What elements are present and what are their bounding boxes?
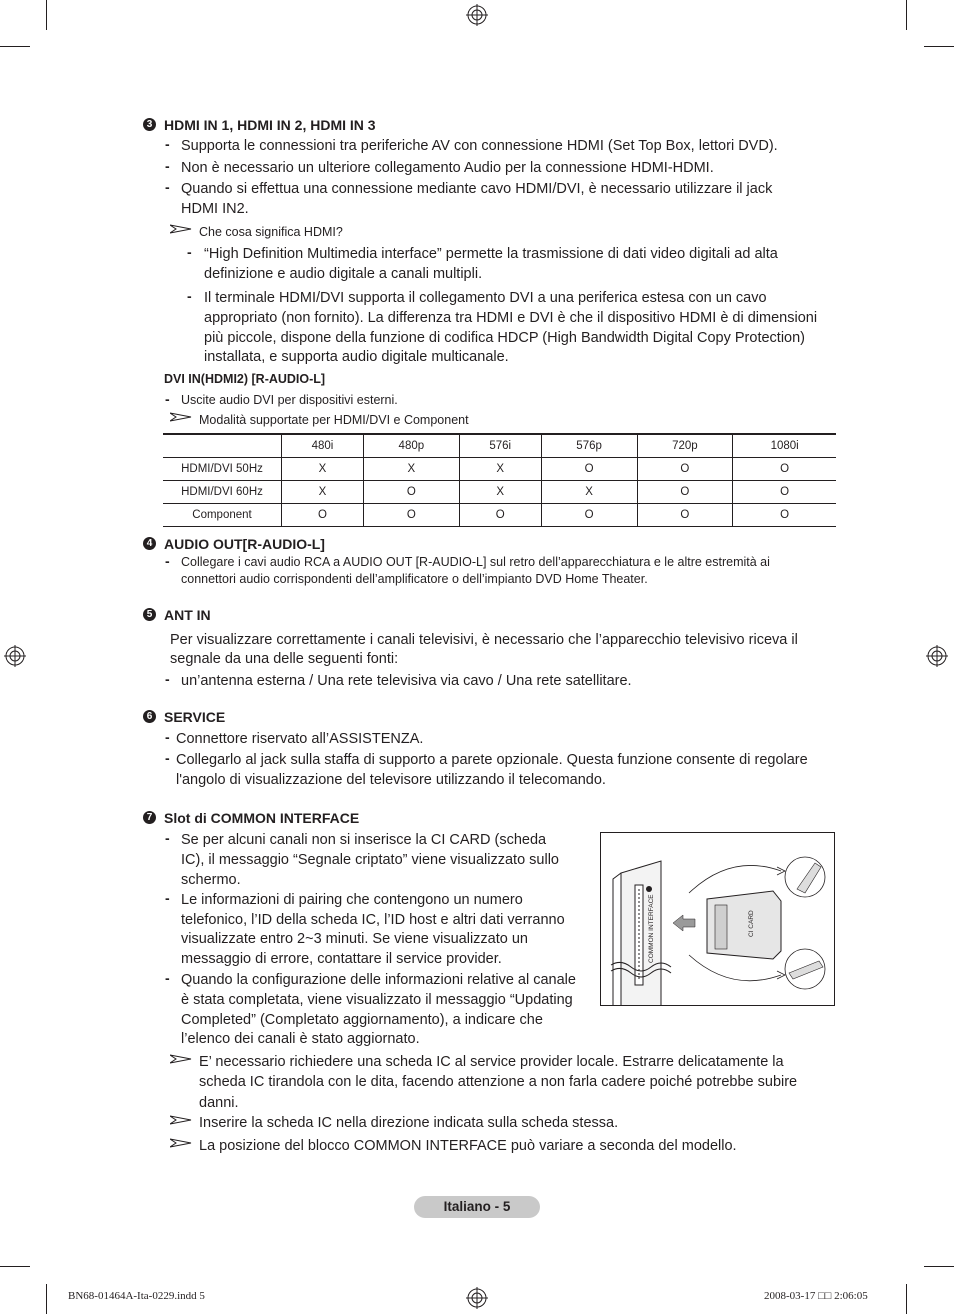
table-header-cell: 1080i [733, 434, 836, 458]
bullet-dash: - [165, 671, 170, 687]
tv-side-edge [613, 873, 621, 1005]
section-number-badge: 6 [143, 710, 156, 723]
page-number-label: Italiano - 5 [414, 1196, 540, 1218]
table-header-cell: 576p [541, 434, 637, 458]
bullet-text: “High Definition Multimedia interface” permette la trasmissione di dati video digitali ad alta [204, 246, 778, 262]
bullet-dash: - [165, 729, 170, 745]
bullet-dash: - [165, 136, 170, 152]
bullet-text: messaggio di errore, contattare il service provider. [181, 951, 502, 967]
section-title: AUDIO OUT[R-AUDIO-L] [164, 536, 325, 552]
table-cell: O [733, 458, 836, 481]
table-header-cell: 480p [363, 434, 459, 458]
section-number-badge: 5 [143, 608, 156, 621]
table-cell: X [541, 481, 637, 504]
section-number-badge: 3 [143, 118, 156, 131]
table-cell: X [459, 481, 541, 504]
bullet-text: Non è necessario un ulteriore collegamento Audio per la connessione HDMI-HDMI. [181, 160, 714, 176]
bullet-dash: - [165, 830, 170, 846]
table-header-cell: 480i [282, 434, 364, 458]
section-title: Slot di COMMON INTERFACE [164, 810, 360, 826]
table-row [163, 481, 836, 504]
table-header-cell: 720p [637, 434, 733, 458]
bullet-text: l'angolo di visualizzazione del televisore utilizzando il telecomando. [176, 772, 606, 788]
bullet-dash: - [187, 244, 192, 260]
note-text: E’ necessario richiedere una scheda IC al service provider locale. Estrarre delicatamente la [199, 1054, 784, 1070]
insert-arrow-icon [673, 915, 695, 931]
section-title: ANT IN [164, 607, 211, 623]
table-cell: O [363, 504, 459, 527]
bullet-text: Quando la configurazione delle informazioni relative al canale [181, 972, 576, 988]
table-cell: O [733, 481, 836, 504]
ci-card-illustration [600, 832, 835, 1006]
bullet-text: installata, e supporta audio digitale multicanale. [204, 349, 509, 365]
section-title: HDMI IN 1, HDMI IN 2, HDMI IN 3 [164, 117, 376, 133]
note-arrow-icon [170, 412, 192, 422]
table-row [163, 458, 836, 481]
table-cell: O [637, 458, 733, 481]
subsection-title: DVI IN(HDMI2) [R-AUDIO-L] [164, 372, 326, 386]
table-cell: O [733, 504, 836, 527]
table-cell: O [541, 458, 637, 481]
crop-mark [906, 1284, 907, 1314]
table-cell: O [363, 481, 459, 504]
table-header-cell [163, 434, 282, 458]
bullet-text: Connettore riservato all’ASSISTENZA. [176, 731, 424, 747]
note-text: La posizione del blocco COMMON INTERFACE può variare a seconda del modello. [199, 1138, 737, 1154]
bullet-text: Le informazioni di pairing che contengono un numero [181, 892, 523, 908]
bullet-text: un’antenna esterna / Una rete televisiva via cavo / Una rete satellitare. [181, 673, 632, 689]
table-cell: X [363, 458, 459, 481]
file-slug: BN68-01464A-Ita-0229.indd 5 [68, 1290, 205, 1302]
slot-label: COMMON INTERFACE [648, 894, 655, 963]
crop-mark [0, 46, 30, 47]
bullet-dash: - [165, 158, 170, 174]
bullet-text: Supporta le connessioni tra periferiche AV con connessione HDMI (Set Top Box, lettori DVD). [181, 138, 778, 154]
bullet-text: visualizzate entro 2~3 minuti. Se viene visualizzato un [181, 931, 528, 947]
table-cell: O [282, 504, 364, 527]
bullet-dash: - [165, 179, 170, 195]
table-cell: O [541, 504, 637, 527]
note-arrow-icon [170, 1115, 192, 1125]
note-text: Modalità supportate per HDMI/DVI e Component [199, 413, 469, 427]
ci-slot-diagram [601, 833, 834, 1005]
table-cell: HDMI/DVI 50Hz [163, 458, 282, 481]
table-cell: X [282, 458, 364, 481]
table-cell: O [637, 504, 733, 527]
bullet-text: Completed” (Completato aggiornamento), a indicare che [181, 1012, 543, 1028]
bullet-text: appropriato (non fornito). La differenza tra HDMI e DVI è che il dispositivo HDMI è di dimensioni [204, 310, 818, 326]
crop-mark [46, 0, 47, 30]
table-header-cell: 576i [459, 434, 541, 458]
bullet-dash: - [165, 750, 170, 766]
table-cell: O [637, 481, 733, 504]
crop-mark [906, 0, 907, 30]
paragraph-text: segnale da una delle seguenti fonti: [170, 651, 399, 667]
table-cell: Component [163, 504, 282, 527]
bullet-dash: - [165, 391, 170, 407]
table-cell: X [282, 481, 364, 504]
note-arrow-icon [170, 224, 192, 234]
bullet-text: Collegarlo al jack sulla staffa di supporto a parete opzionale. Questa funzione consente di regolare [176, 752, 808, 768]
note-text: Che cosa significa HDMI? [199, 225, 343, 239]
table-cell: O [459, 504, 541, 527]
bullet-text: Collegare i cavi audio RCA a AUDIO OUT [R-AUDIO-L] sul retro dell’apparecchiatura e le altre estremità ai [181, 555, 770, 569]
registration-mark-icon [926, 645, 948, 667]
crop-mark [924, 1266, 954, 1267]
bullet-text: HDMI IN2. [181, 201, 249, 217]
note-arrow-icon [170, 1138, 192, 1148]
bullet-text: IC), il messaggio “Segnale criptato” viene visualizzato sullo [181, 852, 559, 868]
section-title: SERVICE [164, 709, 226, 725]
bullet-text: Uscite audio DVI per dispositivi esterni. [181, 393, 398, 407]
bullet-dash: - [165, 890, 170, 906]
supported-modes-table [163, 433, 836, 527]
ci-card-connector [715, 905, 727, 949]
curve-arrow-icon [689, 865, 781, 893]
table-header-row [163, 434, 836, 458]
registration-mark-icon [466, 1287, 488, 1309]
bullet-text: definizione e audio digitale a canali multipli. [204, 266, 483, 282]
bullet-text: connettori audio corrispondenti dell’amplificatore o dell’impianto DVD Home Theater. [181, 572, 648, 586]
bullet-dash: - [165, 970, 170, 986]
bullet-text: Il terminale HDMI/DVI supporta il collegamento DVI a una periferica estesa con un cavo [204, 290, 767, 306]
section-number-badge: 4 [143, 537, 156, 550]
note-arrow-icon [170, 1054, 192, 1064]
bullet-dash: - [165, 553, 170, 569]
crop-mark [46, 1284, 47, 1314]
bullet-text: telefonico, l’ID della scheda IC, l’ID host e altri dati verranno [181, 912, 565, 928]
bullet-dash: - [187, 288, 192, 304]
crop-mark [924, 46, 954, 47]
registration-mark-icon [466, 4, 488, 26]
print-datetime: 2008-03-17 □□ 2:06:05 [764, 1290, 868, 1302]
note-text: danni. [199, 1095, 239, 1111]
bullet-text: schermo. [181, 872, 241, 888]
bullet-text: è stata completata, viene visualizzato il messaggio “Updating [181, 992, 573, 1008]
bullet-text: l’elenco dei canali è stato aggiornato. [181, 1031, 420, 1047]
note-text: Inserire la scheda IC nella direzione indicata sulla scheda stessa. [199, 1115, 619, 1131]
section-number-badge: 7 [143, 811, 156, 824]
crop-mark [0, 1266, 30, 1267]
bullet-text: più piccole, dispone della funzione di codifica HDCP (High Bandwidth Digital Copy Protection) [204, 330, 805, 346]
table-cell: X [459, 458, 541, 481]
table-cell: HDMI/DVI 60Hz [163, 481, 282, 504]
table-row [163, 504, 836, 527]
slot-indicator-icon [646, 886, 652, 892]
note-text: scheda IC tirandola con le dita, facendo attenzione a non farla cadere poiché potrebbe subire [199, 1074, 798, 1090]
bullet-text: Se per alcuni canali non si inserisce la CI CARD (scheda [181, 832, 547, 848]
card-label: CI CARD [748, 910, 755, 937]
bullet-text: Quando si effettua una connessione mediante cavo HDMI/DVI, è necessario utilizzare il jack [181, 181, 773, 197]
registration-mark-icon [4, 645, 26, 667]
paragraph-text: Per visualizzare correttamente i canali televisivi, è necessario che l’apparecchio televisivo riceva il [170, 632, 798, 648]
